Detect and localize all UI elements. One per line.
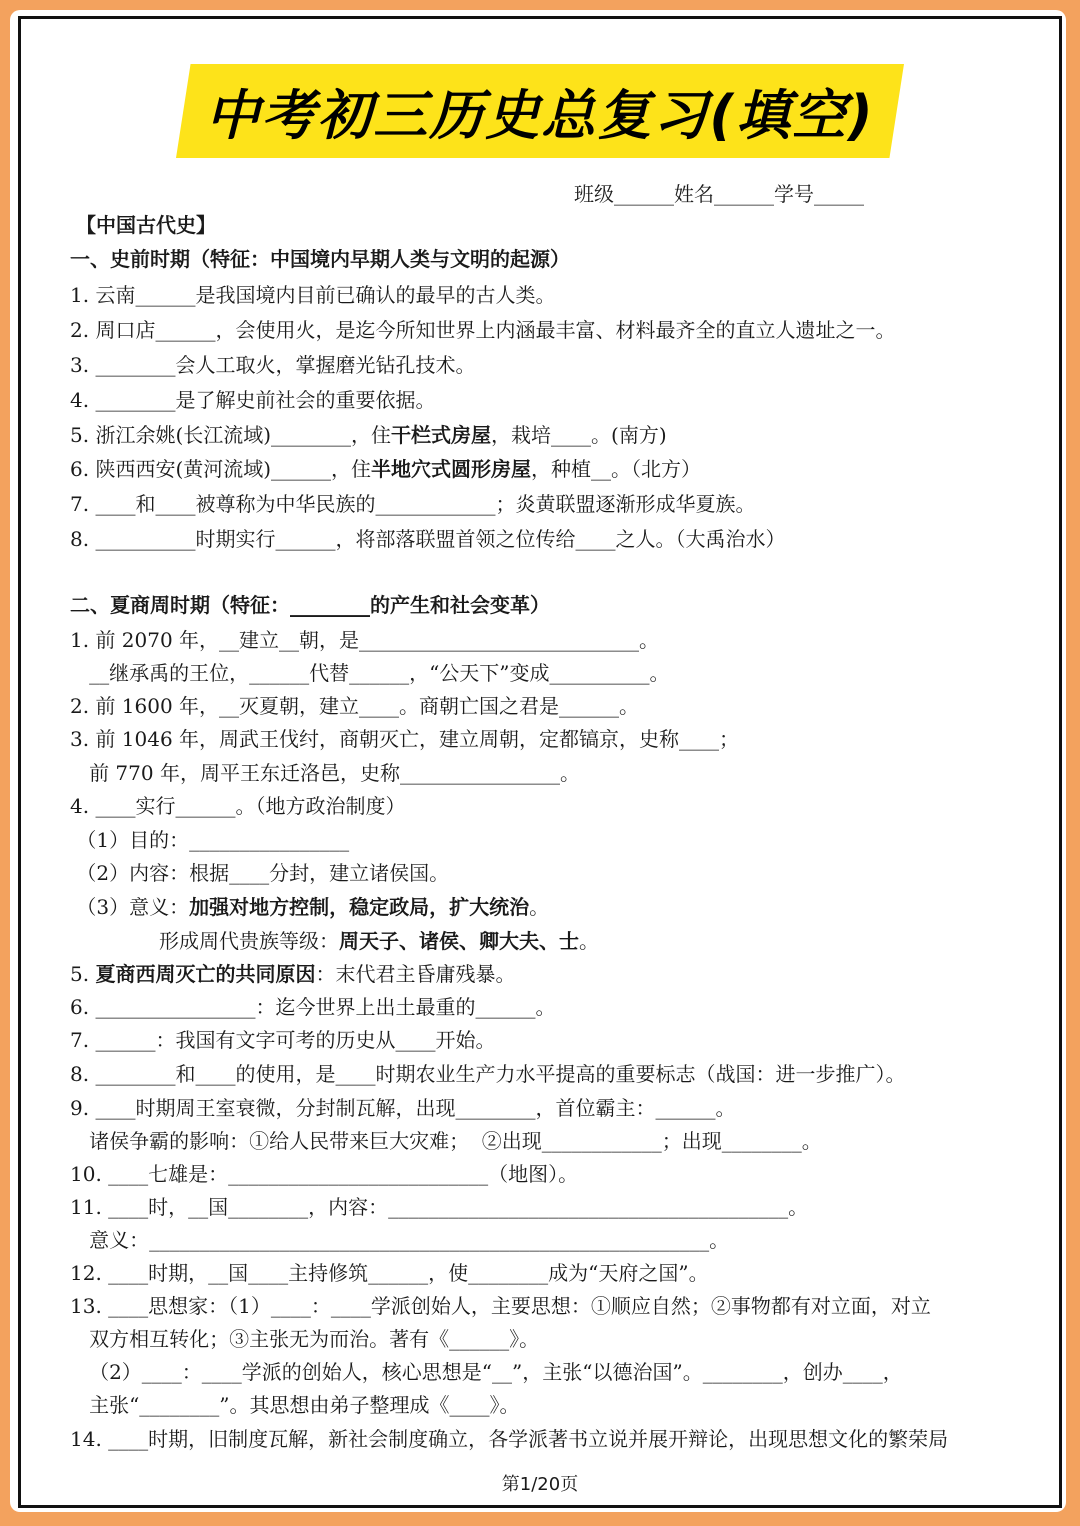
part1-item-6-text-b: ，种植__。（北方） xyxy=(531,457,702,481)
part2-line-11-bold: 夏商西周灭亡的共同原因 xyxy=(95,962,316,986)
part1-item-4: 4. ________是了解史前社会的重要依据。 xyxy=(70,388,436,412)
part2-line-9 xyxy=(70,894,549,920)
part2-line-17: 10. ____七雄是：__________________________（地图）。 xyxy=(70,1162,579,1186)
part1-item-6 xyxy=(70,456,701,482)
part2-line-18: 11. ____时，__国________，内容：________________________________________。 xyxy=(70,1195,809,1219)
part1-item-8: 8. __________时期实行______，将部落联盟首领之位传给____之人。（大禹治水） xyxy=(70,527,786,551)
part1-item-5-text-b: ，栽培____。(南方) xyxy=(491,423,667,447)
part1-item-5-bold: 干栏式房屋 xyxy=(391,423,492,447)
part1-item-6-text-a: 6. 陕西西安(黄河流域)______，住 xyxy=(70,457,372,481)
part2-line-6: 4. ____实行______。（地方政治制度） xyxy=(70,794,406,818)
part2-line-2: __继承禹的王位，______代替______，“公天下”变成__________。 xyxy=(70,661,670,685)
page-title: 中考初三历史总复习(填空) xyxy=(205,83,875,147)
part2-line-9-bold: 加强对地方控制，稳定政局，扩大统治 xyxy=(189,895,530,919)
part2-line-9-label: （3）意义： xyxy=(70,895,190,919)
part2-line-11-end: ：末代君主昏庸残暴。 xyxy=(315,962,516,986)
part2-line-21: 13. ____思想家：（1）____：____学派创始人，主要思想：①顺应自然；②事物都有对立面，对立 xyxy=(70,1294,931,1318)
part2-line-9-end: 。 xyxy=(529,895,550,919)
part1-item-3: 3. ________会人工取火，掌握磨光钻孔技术。 xyxy=(70,353,476,377)
section-ancient-history: 【中国古代史】 xyxy=(76,213,216,237)
part2-line-8: （2）内容：根据____分封，建立诸侯国。 xyxy=(70,861,450,885)
part2-line-10 xyxy=(70,928,599,954)
part2-line-19: 意义：________________________________________________________。 xyxy=(70,1228,730,1252)
part1-item-2: 2. 周口店______，会使用火，是迄今所知世界上内涵最丰富、材料最齐全的直立人遗址之一。 xyxy=(70,318,896,342)
part2-line-14: 8. ________和____的使用，是____时期农业生产力水平提高的重要标志（战国：进一步推广）。 xyxy=(70,1062,906,1086)
part2-line-25: 14. ____时期，旧制度瓦解，新社会制度确立，各学派著书立说并展开辩论，出现思想文化的繁荣局 xyxy=(70,1427,949,1451)
part2-line-5: 前 770 年，周平王东迁洛邑，史称________________。 xyxy=(70,761,580,785)
part2-line-10-label: 形成周代贵族等级： xyxy=(70,929,340,953)
part1-item-1: 1. 云南______是我国境内目前已确认的最早的古人类。 xyxy=(70,283,556,307)
part2-line-13: 7. ______：我国有文字可考的历史从____开始。 xyxy=(70,1028,496,1052)
part2-line-15: 9. ____时期周王室衰微，分封制瓦解，出现________，首位霸主：______。 xyxy=(70,1096,736,1120)
part2-line-16: 诸侯争霸的影响：①给人民带来巨大灾难； ②出现____________；出现________。 xyxy=(70,1129,822,1153)
part2-line-7: （1）目的：________________ xyxy=(70,828,350,852)
part2-line-24: 主张“________”。其思想由弟子整理成《____》。 xyxy=(70,1393,520,1417)
part1-item-5 xyxy=(70,422,667,448)
part1-heading: 一、史前时期（特征：中国境内早期人类与文明的起源） xyxy=(70,247,570,271)
part2-line-12: 6. ________________：迄今世界上出土最重的______。 xyxy=(70,995,556,1019)
part1-item-6-bold: 半地穴式圆形房屋 xyxy=(371,457,532,481)
page-number: 第1/20页 xyxy=(501,1474,579,1495)
part1-item-7: 7. ____和____被尊称为中华民族的____________；炎黄联盟逐渐形成华夏族。 xyxy=(70,492,756,516)
part2-line-20: 12. ____时期，__国____主持修筑______，使________成为“天府之国”。 xyxy=(70,1261,709,1285)
part2-line-11 xyxy=(70,961,515,987)
part2-line-10-bold: 周天子、诸侯、卿大夫、士 xyxy=(339,929,580,953)
part2-line-4: 3. 前 1046 年，周武王伐纣，商朝灭亡，建立周朝，定都镐京，史称____； xyxy=(70,727,740,751)
part2-line-1: 1. 前 2070 年，__建立__朝，是____________________________。 xyxy=(70,628,660,652)
student-info-fields: 班级______姓名______学号_____ xyxy=(574,182,864,206)
part1-item-5-text-a: 5. 浙江余姚(长江流域)________，住 xyxy=(70,423,392,447)
part2-heading: 二、夏商周时期（特征：________的产生和社会变革） xyxy=(70,593,550,617)
part2-line-11-num: 5. xyxy=(70,962,96,986)
part2-line-10-end: 。 xyxy=(579,929,600,953)
part2-line-23: （2）____：____学派的创始人，核心思想是“__”，主张“以德治国”。________，创办____， xyxy=(70,1360,903,1384)
part2-line-22: 双方相互转化；③主张无为而治。著有《______》。 xyxy=(70,1327,540,1351)
part2-line-3: 2. 前 1600 年，__灭夏朝，建立____。商朝亡国之君是______。 xyxy=(70,694,640,718)
